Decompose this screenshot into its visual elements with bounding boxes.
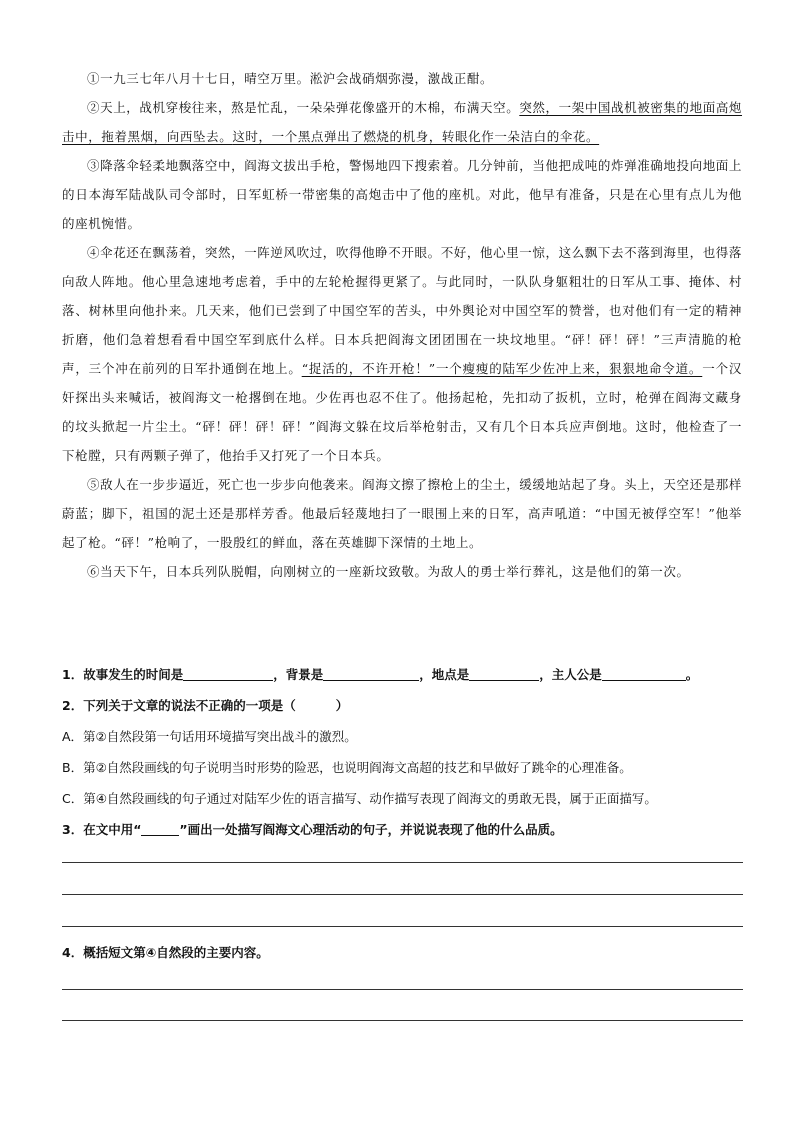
answer-line-q4-2[interactable] [62,1020,743,1021]
question-1-text-c: ，地点是 [419,667,470,682]
answer-blank-time[interactable] [183,666,273,681]
answer-blank-place[interactable] [469,666,539,681]
option-b: B．第②自然段画线的句子说明当时形势的险恶，也说明阎海文高超的技艺和早做好了跳伞的心理准备。 [62,760,632,775]
question-3-text-a: 3．在文中用“ [62,822,142,837]
underlined-sentence-p4: “捉活的，不许开枪！”一个瘦瘦的陆军少佐冲上来，狠狠地命令道。 [301,361,703,376]
paragraph-4-main: ④伞花还在飘荡着，突然，一阵逆风吹过，吹得他睁不开眼。不好，他心里一惊，这么飘下去不落到海里，也得落向敌人阵地。他心里急速地考虑着，手中的左轮枪握得更紧了。与此同时，一队队身躯粗壮的日军从工事、掩体、村落、树林里向他扑来。几天来，他们已尝到了中国空军的苦头，中外舆论对中国空军的赞誉，也对他们有一定的精神折磨，他们急着想看看中国空军到底什么样。日本兵把阎海文团团围在一块坟地里。“砰！砰！砰！”三声清脆的枪声，三个冲在前列的日军扑通倒在地上。 [62,245,743,376]
question-1 [62,659,752,690]
question-2-close: ） [335,698,349,713]
option-a: A．第②自然段第一句话用环境描写突出战斗的激烈。 [62,729,357,744]
reading-passage [62,64,742,586]
question-1-text-e: 。 [685,667,699,682]
answer-line-q4-1[interactable] [62,989,743,990]
questions-section [62,659,752,845]
answer-blank-background[interactable] [323,666,419,681]
paragraph-2-sentence-1: ②天上，战机穿梭往来，熬是忙乱，一朵朵弹花像盛开的木棉，布满天空。 [87,100,520,115]
answer-blank-protagonist[interactable] [602,666,686,681]
question-3 [62,814,752,845]
answer-line-q3-1[interactable] [62,862,743,863]
underlined-part-1: 突然，一架中国战机被密集的地面高炮击中，拖着黑烟，向西坠去。 [62,100,743,144]
question-2 [62,690,752,721]
paragraph-3: ③降落伞轻柔地飘落空中，阎海文拔出手枪，警惕地四下搜索着。几分钟前，当他把成吨的炸弹准确地投向地面上的日本海军陆战队司令部时，日军虹桥一带密集的高炮击中了他的座机。对此，他早有准备，只是在心里有点儿为他的座机惋惜。 [62,158,743,231]
paragraph-6: ⑥当天下午，日本兵列队脱帽，向刚树立的一座新坟致敬。为敌人的勇士举行葬礼，这是他们的第一次。 [87,564,690,579]
question-4-block [62,937,752,968]
option-c: C．第④自然段画线的句子通过对陆军少佐的语言描写、动作描写表现了阎海文的勇敢无畏，属于正面描写。 [62,791,657,806]
question-4: 4．概括短文第④自然段的主要内容。 [62,945,269,960]
paragraph-4-rest: 一个汉奸探出头来喊话，被阎海文一枪撂倒在地。少佐再也忍不住了。他扬起枪，先扣动了扳机，立时，枪弹在阎海文藏身的坟头掀起一片尘土。“砰！砰！砰！砰！”阎海文躲在坟后举枪射击，又有几个日本兵应声倒地。这时，他检查了一下枪膛，只有两颗子弹了，他抬手又打死了一个日本兵。 [62,361,742,463]
answer-line-q3-2[interactable] [62,894,743,895]
paragraph-2 [62,93,742,151]
paragraph-1: ①一九三七年八月十七日，晴空万里。淞沪会战硝烟弥漫，激战正酣。 [87,71,494,86]
question-1-text-b: ，背景是 [273,667,324,682]
paragraph-5: ⑤敌人在一步步逼近，死亡也一步步向他袭来。阎海文擦了擦枪上的尘土，缓缓地站起了身。头上，天空还是那样蔚蓝；脚下，祖国的泥土还是那样芳香。他最后轻蔑地扫了一眼围上来的日军，高声吼道：“中国无被俘空军！”他举起了枪。“砰！”枪响了，一股殷红的鲜血，落在英雄脚下深情的土地上。 [62,477,743,550]
answer-line-q3-3[interactable] [62,926,743,927]
underline-sample [141,821,179,836]
paragraph-4 [62,238,742,470]
question-2-text: 2．下列关于文章的说法不正确的一项是（ [62,698,296,713]
question-1-text-a: 1．故事发生的时间是 [62,667,184,682]
question-1-text-d: ，主人公是 [539,667,602,682]
question-3-text-b: ”画出一处描写阎海文心理活动的句子，并说说表现了他的什么品质。 [179,822,563,837]
underlined-part-2: 这时，一个黑点弹出了燃烧的机身，转眼化作一朵洁白的伞花。 [232,129,600,144]
